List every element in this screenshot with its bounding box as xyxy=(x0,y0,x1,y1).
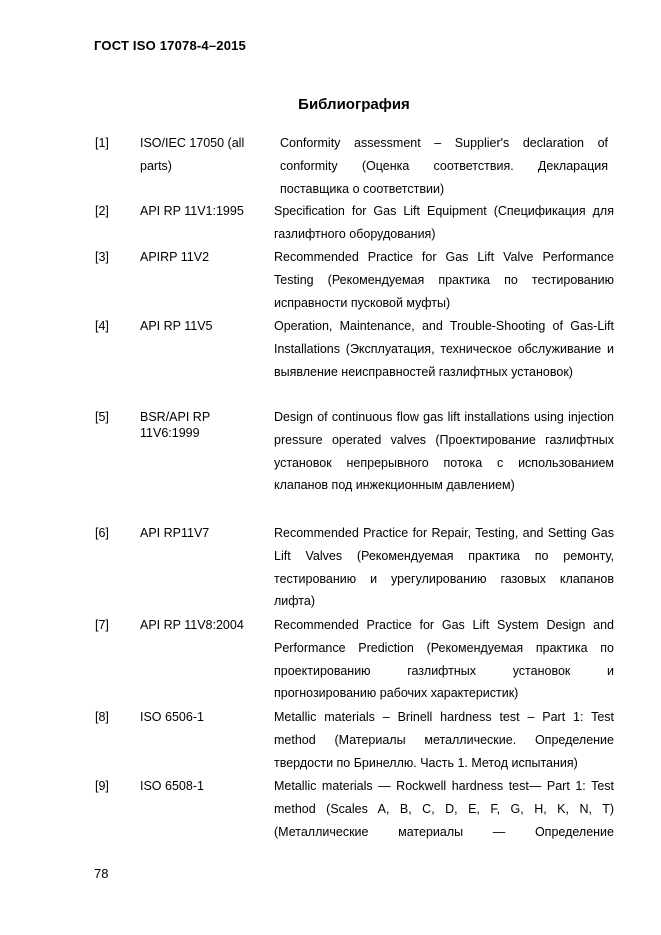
reference-title: Recommended Practice for Gas Lift Valve Performance Testing (Рекомендуемая практика по тестированию исправности пусковой муфты) xyxy=(274,250,614,310)
reference-code: ISO 6506-1 xyxy=(140,710,204,724)
reference-title: Metallic materials – Brinell hardness test – Part 1: Test method (Материалы металлические. Определение твердости по Бринеллю. Часть 1. Метод испытания) xyxy=(274,710,614,770)
reference-code: BSR/API RP 11V6:1999 xyxy=(140,410,210,440)
reference-code: ISO/IEC 17050 (all parts) xyxy=(140,136,245,173)
page-number: 78 xyxy=(94,866,109,881)
reference-title: Specification for Gas Lift Equipment (Спецификация для газлифтного оборудования) xyxy=(274,204,614,241)
reference-number: [6] xyxy=(95,526,109,540)
reference-number: [7] xyxy=(95,618,109,632)
reference-number: [2] xyxy=(95,204,109,218)
reference-title: Recommended Practice for Gas Lift System Design and Performance Prediction (Рекомендуемая практика по проектированию газлифтных установок и прогнозированию рабочих характеристик) xyxy=(274,618,614,701)
reference-code: API RP11V7 xyxy=(140,526,210,540)
reference-title: Metallic materials — Rockwell hardness test— Part 1: Test method (Scales A, B, C, D, E, F, G, H, K, N, T) (Металлические материалы — Определение xyxy=(274,779,614,839)
reference-title: Operation, Maintenance, and Trouble-Shooting of Gas-Lift Installations (Эксплуатация, техническое обслуживание и выявление неисправностей газлифтных установок) xyxy=(274,319,614,379)
reference-code: API RP 11V8:2004 xyxy=(140,618,244,632)
reference-title: Recommended Practice for Repair, Testing, and Setting Gas Lift Valves (Рекомендуемая практика по ремонту, тестированию и урегулированию газовых клапанов лифта) xyxy=(274,526,614,609)
section-title: Библиография xyxy=(298,96,410,113)
reference-code: APIRP 11V2 xyxy=(140,250,210,264)
reference-number: [9] xyxy=(95,779,109,793)
reference-number: [8] xyxy=(95,710,109,724)
reference-number: [5] xyxy=(95,410,109,424)
reference-code: ISO 6508-1 xyxy=(140,779,204,793)
reference-title: Design of continuous flow gas lift installations using injection pressure operated valves (Проектирование газлифтных установок непрерывного потока с использованием клапанов под инжекционным давлением) xyxy=(274,410,614,493)
reference-number: [4] xyxy=(95,319,109,333)
reference-title: Conformity assessment – Supplier's declaration of conformity (Оценка соответствия. Декларация поставщика о соответствии) xyxy=(280,136,608,196)
reference-number: [1] xyxy=(95,136,109,150)
document-code-header: ГОСТ ISO 17078-4–2015 xyxy=(94,38,246,53)
reference-number: [3] xyxy=(95,250,109,264)
reference-code: API RP 11V1:1995 xyxy=(140,204,244,218)
reference-code: API RP 11V5 xyxy=(140,319,213,333)
